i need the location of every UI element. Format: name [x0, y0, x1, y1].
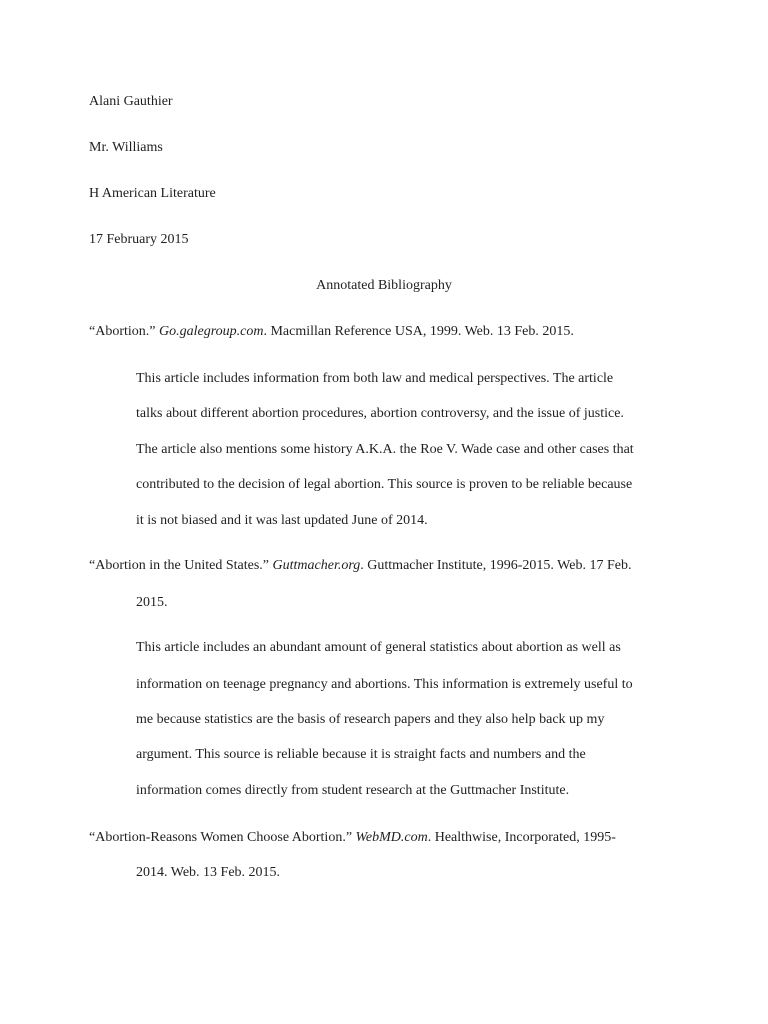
- citation-1-title: “Abortion.”: [89, 324, 159, 339]
- citation-1-site: Go.galegroup.com: [158, 324, 264, 339]
- annotation-1-line-1: This article includes information from both law and medical perspectives. The article: [136, 371, 614, 386]
- citation-2-site: Guttmacher.org: [272, 558, 361, 573]
- course-name: H American Literature: [89, 186, 216, 201]
- teacher-name: Mr. Williams: [89, 140, 163, 155]
- citation-2-continuation: 2015.: [136, 595, 168, 610]
- citation-1-details: . Macmillan Reference USA, 1999. Web. 13 Feb. 2015.: [263, 324, 574, 339]
- citation-3-continuation: 2014. Web. 13 Feb. 2015.: [136, 865, 281, 880]
- citation-3-details: . Healthwise, Incorporated, 1995-: [427, 830, 616, 845]
- annotation-2-line-1: This article includes an abundant amount of general statistics about abortion as well as: [136, 640, 621, 655]
- citation-1: [89, 323, 574, 341]
- annotation-2-line-2: information on teenage pregnancy and abortions. This information is extremely useful to: [136, 677, 633, 692]
- annotation-1-line-2: talks about different abortion procedures, abortion controversy, and the issue of justice.: [136, 406, 624, 421]
- annotation-2-line-3: me because statistics are the basis of research papers and they also help back up my: [136, 712, 605, 727]
- document-title-text: Annotated Bibliography: [316, 278, 452, 293]
- annotation-2-line-4: argument. This source is reliable because it is straight facts and numbers and the: [136, 747, 586, 762]
- citation-3-site: WebMD.com: [355, 830, 428, 845]
- citation-2: [89, 557, 631, 575]
- document-title: [0, 277, 768, 295]
- annotation-1-line-5: it is not biased and it was last updated June of 2014.: [136, 513, 428, 528]
- citation-3: [89, 829, 616, 847]
- annotation-1-line-3: The article also mentions some history A.K.A. the Roe V. Wade case and other cases that: [136, 442, 634, 457]
- annotation-2-line-5: information comes directly from student research at the Guttmacher Institute.: [136, 783, 570, 798]
- student-name: Alani Gauthier: [89, 94, 173, 109]
- citation-2-details: . Guttmacher Institute, 1996-2015. Web. 17 Feb.: [360, 558, 632, 573]
- citation-3-title: “Abortion-Reasons Women Choose Abortion.”: [89, 830, 356, 845]
- document-date: 17 February 2015: [89, 232, 189, 247]
- annotation-1-line-4: contributed to the decision of legal abortion. This source is proven to be reliable because: [136, 477, 633, 492]
- citation-2-title: “Abortion in the United States.”: [89, 558, 273, 573]
